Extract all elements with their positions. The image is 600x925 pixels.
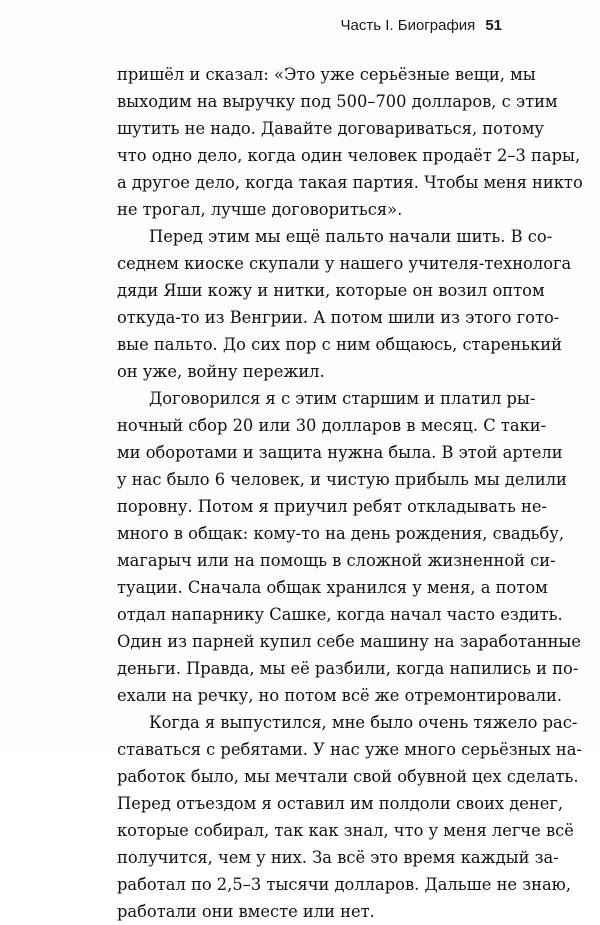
text-line: что одно дело, когда один человек продаёт 2–3 пары,: [117, 146, 581, 165]
text-line: ставаться с ребятами. У нас уже много серьёзных на-: [117, 740, 582, 759]
text-line: Перед отъездом я оставил им полдоли своих денег,: [117, 794, 564, 813]
section-title: Часть I. Биография: [340, 17, 476, 34]
paragraph: [117, 223, 572, 385]
text-line: работал по 2,5–3 тысячи долларов. Дальше не знаю,: [117, 875, 572, 894]
paragraph: [117, 61, 583, 223]
text-line: Договорился я с этим старшим и платил ры-: [149, 389, 536, 408]
running-head: [341, 17, 502, 34]
text-line: вые пальто. До сих пор с ним общаюсь, старенький: [117, 335, 562, 354]
text-line: которые собирал, так как знал, что у меня легче всё: [117, 821, 574, 840]
text-line: не трогал, лучше договориться».: [117, 200, 403, 219]
text-line: Один из парней купил себе машину на заработанные: [117, 632, 582, 651]
text-line: у нас было 6 человек, и чистую прибыль мы делили: [117, 470, 567, 489]
text-line: получится, чем у них. За всё это время каждый за-: [117, 848, 559, 867]
text-line: работок было, мы мечтали свой обувной цех сделать.: [117, 767, 579, 786]
text-line: много в общак: кому-то на день рождения, свадьбу,: [117, 524, 565, 543]
text-line: работали они вместе или нет.: [117, 902, 375, 921]
text-line: а другое дело, когда такая партия. Чтобы меня никто: [117, 173, 583, 192]
text-line: Когда я выпустился, мне было очень тяжело рас-: [149, 713, 578, 732]
text-line: откуда-то из Венгрии. А потом шили из этого гото-: [117, 308, 560, 327]
text-line: выходим на выручку под 500–700 долларов, с этим: [117, 92, 558, 111]
text-line: седнем киоске скупали у нашего учителя-технолога: [117, 254, 572, 273]
text-line: дяди Яши кожу и нитки, которые он возил оптом: [117, 281, 545, 300]
paragraph: [117, 385, 582, 709]
text-line: туации. Сначала общак хранился у меня, а потом: [117, 578, 548, 597]
text-line: он уже, войну пережил.: [117, 362, 325, 381]
text-line: пришёл и сказал: «Это уже серьёзные вещи, мы: [117, 65, 536, 84]
text-line: ми оборотами и защита нужна была. В этой артели: [117, 443, 563, 462]
text-line: ехали на речку, но потом всё же отремонтировали.: [117, 686, 563, 705]
paragraph: [117, 709, 582, 925]
text-line: шутить не надо. Давайте договариваться, потому: [117, 119, 545, 138]
text-line: деньги. Правда, мы её разбили, когда напились и по-: [117, 659, 579, 678]
text-line: поровну. Потом я приучил ребят откладывать не-: [117, 497, 547, 516]
text-line: магарыч или на помощь в сложной жизненной си-: [117, 551, 556, 570]
text-line: Перед этим мы ещё пальто начали шить. В со-: [149, 227, 553, 246]
body-text: [117, 61, 583, 925]
page-number: 51: [485, 17, 502, 34]
text-line: отдал напарнику Сашке, когда начал часто ездить.: [117, 605, 563, 624]
text-line: ночный сбор 20 или 30 долларов в месяц. С таки-: [117, 416, 547, 435]
